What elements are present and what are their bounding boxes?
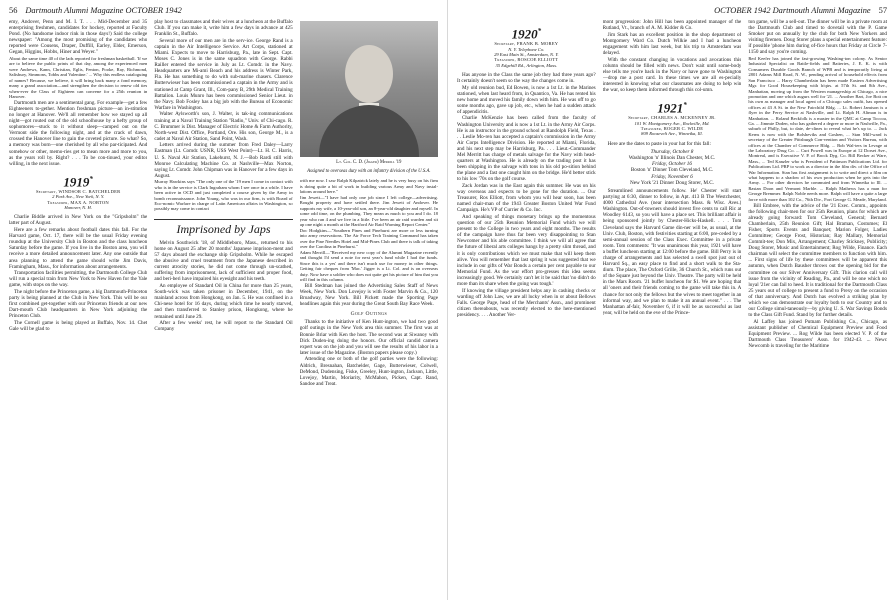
- paragraph: Charlie McKenzie has been called from the faculty of Washington University and is now a 1st Lt. in the Army Air Corps. He is an instructor in the ground school at Randolph Field, Texas . . . Leslie Mo-ren has accepted a captain's commission in the Army Air Corps Intelligence Division. He reported at Miami, Florida, and his next step may be Harrisburg, Pa. . . . Lieut.-Commander Mel Merritt has charge of metals salvage for the Navy with head-quarters at Washington. He is already on the trading post it has been shipping in the salvage with tons in his old po-sition behind the plane and a fast one caught him on the bridge. He'd better stick to his low '70s on the golf course.: [457, 115, 596, 183]
- paragraph: My old reunion bud, Ed Bowen, is now a 1st Lt. in the Marines stationed, when last heard from, in Quantico, Va. He has rented his new home and moved his family down with him. He was off to go some months ago, gave up job, etc., when he had a sudden attack of appendicitis.: [457, 84, 596, 115]
- paragraph: Jim Stark has an excellent position in the shop department of Montgomery Ward Co. Dutch Wilkie and I had a luncheon engagement with him last week, but his trip to Amsterdam was delayed.: [602, 31, 742, 56]
- class-1920-heading: 1920*: [511, 26, 542, 42]
- paragraph: Here are the dates to paste in your hat for this fall:: [607, 140, 711, 147]
- paragraph: Letters arrived during the summer from Fred Daley—Larry Eastman (Lt. Comdr. USNR, USS West Point)—Lt. H. C. Harris, U. S. Naval Air Station, Lakehurst, N. J.—Bob Rardi still with Monroe Calculating Machine Co. at Nashville—Max Norton, saying Lt. Comdr. John Chipman was in Hanover for a few days in August.: [154, 142, 293, 179]
- paragraph: Has anyone in the Class the same job they had three years ago? It certainly doesn't seem so the way the changes come in.: [457, 71, 596, 84]
- photo-caption-sub: Assigned to overseas duty with an infantry division of the U.S.A.: [307, 168, 431, 174]
- paragraph: with me now. I saw Ralph Kilpatrick lately and he is very busy on his firm is doing quite a bit of work in building various Army and Navy instal-lations around here.": [299, 178, 438, 194]
- treasurer-line: Treasurer, MAX A. NORTON: [47, 199, 109, 205]
- paragraph: Red Keefer has joined the fast-growing Washing-ton colony. As Senior Industrial Specialist on Battle-fields and Batteries, J. E. K. is with Consumers Durable Goods Branch of WPB and is temporarily living at 2801 Adams Mill Road, N. W., pending arrival of household effects from San Francisco ... Harry Chamberlain has been made Eastern Advertising Mgr. for Good Housekeeping with h/qtrs. at 57th St. and 8th Ave., Manhattan, moving up from the Western managership at Chicago, a nice promotion and one which augurs well for '21. ... Another Bart, Joe Bott on his own as manager and local agent of a Chicago sales outfit, has opened offices at 43 A St. in the New Fairchild Bldg. ... Lt. Robert Jamison is a flyer in the Ferry Service at Nashville, and Lt. Ralph H. Altman is in Manhattan. ... Roland Beckfolk is a master in the QMC at Camp Toccoa, Ga. ... Jimmie Doden, who has gathered a degree or more in Nashville, Pa., suburb of Philly, but, to date, de-clines to reveal what he's up to. ... Jack Kerns is now with the Bolsheviks and Goshen, ... Stan Mill-ward is secretary of the Greater Pittsburgh Con-vention and Visitors Bureau, with offices at the Chamber of Commerce Bldg. ... Bob Wal-ters in Levage at the Laboratory Drug Co. ... Curt Powell was in Europe at 12 Dorset Ave., Montreal, and is Executive V. P. of Brock Dyg. Co. Bill Becker at Ware, Mass., ... Ted Kanzler who is President of Pattinson Publications Ltd. for Publications Ltd. PRP to work as a director in the film div. of the Office of War Information. Stan has first assignment is to write and direct a film on what happens to a shadow of his own production when he gets into the Army. ... For other directors he commuted and from Winnetka to Ill. ... Rastan Doon and Vermont Marble. ... Ralph Mathews has a man for George Bremmer. Ralph Noble needs more. Ralph will have a quite a large force with more than 102 Co., 76th Div., Fort George G. Meade, Maryland.: [748, 56, 888, 202]
- paragraph: The Cornell game is being played at Buffalo, Nov. 14. Chet Gale will be glad to: [9, 319, 148, 333]
- paragraph: After a few weeks' rest, he will report to the Standard Oil Company: [154, 320, 293, 333]
- paragraph: Transportation facilities permitting, the Dartmouth College Club will run a special train from New York to New Haven for the Yale game, with stops on the way.: [9, 270, 148, 289]
- paragraph: Here are a few remarks about football dates this fall. For the Harvard game, Oct. 17, there will be the usual Friday evening roundup at the University Club in Boston and the class luncheon Saturday before the game. If you live in the Boston area, you will receive a more detailed announcement later. Any one outside that area planning to attend the game should write Jim Davis, Framingham, Mass., for information about arrangements.: [9, 227, 148, 270]
- right-col-3: [748, 19, 887, 598]
- treasurer-address: 809 Roosevelt Ave., Winnetka, Ill.: [641, 131, 703, 137]
- paragraph: mont progression: John Hill has been appointed manager of the Rutland, Vt., branch of A. M. Kidder & Co.: [602, 19, 742, 32]
- right-header-title: OCTOBER 1942 Dartmouth Alumni Magazine: [714, 6, 871, 15]
- paragraph: Melvin Southwick '18, of Middleboro, Mass., returned to his home on August 25 after 20 months' Japanese imprison-ment and 57 days aboard the exchange ship Gripsholm. While he escaped the abusive and cruel treatment from the Japanese described in current atrocity stories, he did not come through un-scathed, suffering from imprisonment, lack of sufficient and proper food, and beri-beri have impaired his eyesight and his teeth.: [154, 239, 293, 283]
- schedule-date: Friday, November 6: [651, 173, 693, 180]
- paragraph: Zack Jordan was in the East again this summer. He was on his way overseas and expects to be gone for the duration. ... Our Treasurer, Ros Elliott, from whom you will hear soon, has been named chair-man of the 1943 Greater Boston United War Fund Campaign. He's VP of Currier & Co. Inc.: [457, 183, 596, 214]
- right-columns: [457, 19, 887, 598]
- left-header-title: Dartmouth Alumni Magazine OCTOBER 1942: [25, 6, 182, 15]
- secretary-line: Secretary, CHARLES A. MCKENNEY JR.: [628, 115, 716, 121]
- schedule-date: Thursday, October 8: [650, 148, 694, 155]
- left-col-2: [154, 19, 292, 598]
- paragraph: An employee of Standard Oil in China for more than 25 years, South-wick was taken prisoner in December, 1941, on the mainland across from Hongkong, on Jan. 5. He was confined in a Chi-nese hotel for 16 days, during which time he nearly starved, and then transferred to Stanley prison, Hongkong, where he remained until June 29.: [154, 283, 293, 320]
- paragraph: And speaking of things monetary brings up the momentous question of our 25th Reunion Memorial Fund which we will present to the College in two years and eight months. The results of the campaign have thus far been very disappointing to Stan Newcomer and his able committee. I think we will all agree that the future of liberal arts colleges hangs by a pretty slim thread, and it is only contributions which we must make that will keep them alive. You will remember that last spring it was suggested that we include in our gifts of War Bonds a certain per cent payable to our Memorial Fund. As the war effort pro-gresses this idea seems increasingly good. We certainly can't let it be said that 'no didn't do more than its share when the going was tough.': [457, 213, 596, 287]
- paragraph: ton game, will be a sell-out. The dinner will be in a private room at the Dartmouth Club and timed to dovetail with the P. Game Smoker put on annually by the club for both New Yorkers and visiting firemen. Doug Storer plans a special entertainment feature: if possible 'phone him during of-fice hours that Friday at Circle 7-1150 and say you're coming.: [748, 19, 888, 56]
- paragraph: The night before the Princeton game, a big Dartmouth-Princeton party is being planned at the Club in New York. This will be our first combined get-together with our Princeton friends at our new Dart-mouth Club headquarters in New York adjoining the Princeton Club.: [9, 288, 148, 320]
- secretary-line: Secretary, FRANK B. MOREY: [494, 41, 559, 47]
- left-running-head: [9, 6, 438, 19]
- imprisoned-section-title: Imprisoned by Japs: [154, 219, 292, 236]
- photo-caption: Lt. Col. C. D. (Jigger) Merrill '19: [336, 160, 402, 165]
- secretary-address: 101 W. Montgomery Ave., Rockville, Md.: [634, 120, 710, 126]
- treasurer-line: Treasurer, ROGER C. WILDE: [640, 126, 704, 132]
- class-1921-heading: 1921*: [657, 100, 687, 116]
- right-page: [448, 0, 896, 600]
- paragraph: Thanks to the initiative of Ken Hunt-ington, we had two good golf outings in the New York area this summer. The first was at Bonnie Briar with Ken the host. The second was at Siwanoy with Dick Duden-ing doing the honors. Our official candid camera expert was on the job and you will see the results of his labor in a later issue of the Magazine. (Boston papers please copy.): [299, 319, 438, 356]
- treasurer-address: 35 Edgehill Rd., Arlington, Mass.: [495, 62, 558, 68]
- right-running-head: [457, 6, 887, 19]
- paragraph: Adam Merrill—"Received my new copy of the Alumni Magazine recently and thought I'd send a note for next year's fund while I had the funds. Since this is a yes' and there isn't much use for money in other things. Getting fair cheques from 'Mac.' Jigger is a Lt. Col. and is on overseas duty. Now have a soldier who does not quite get his picture of him that you will find in this column.: [299, 249, 438, 282]
- paragraph: Murray Hawkins says "The only one of the '19 men I come in contact with who is in the service is Clark Ingraham whom I see once in a while. I have been active in OCD and just completed a course given by the Army in bomb reconnaissance. John Young, who was in our firm, is with Board of Eco-nomic Warfare in charge of Latin American affairs in Washington, so possibly may come in contact: [154, 179, 293, 212]
- treasurer-address: Hanover, N. H.: [64, 205, 92, 211]
- treasurer-line: Treasurer, ROSCOE ELLIOTT: [494, 57, 559, 63]
- schedule-event: Washington 'n' Illinois Dan Chester, M.C.: [628, 154, 716, 161]
- golf-outings-heading: Golf Outings: [350, 311, 388, 318]
- paragraph: Doc Hodgkins—"Southern Pines and Pinehurst are more or less turning into army reservations. The Air Force Tech Training Command has taken over the Pine Needles Hotel and Mid-Pines Club and there is talk of taking over the Carolina in Pinehurst.": [299, 227, 438, 250]
- event-schedule: [603, 149, 742, 186]
- schedule-date: Friday, October 16: [652, 161, 692, 168]
- paragraph: Al Laffey has joined Putnam Publishing Co., Chicago, as assistant publisher of Chemical Equipment Preview and Food Equipment Preview. ... Rog Wilde has been elected V. P. of the Dartmouth Class Treasurers' Assn. for 1942-43. ... Newc Newcomb is traveling for the Maritime: [748, 318, 888, 350]
- schedule-event: Boston 'n' Dinner Tom Cleveland, M.C.: [630, 167, 714, 174]
- secretary-address: N. Y. Telephone Co.: [508, 46, 545, 52]
- paragraph: About the same time 40 of the lads reported for freshman basketball. 'If we are to believe the public prints of that day, among the experienced men were Andrews, Kann, Christian, Eglis, Fenton, Pooke, Ray, Richmond, Salisbury, Simmons, Tobbs and Valentine.' ... Why this endless cataloguing of names? Because, we believe, it will bring back many a fond memory, many a grand association—and strengthen the decision to renew old ties when-ever the Class of Eighteen can convene for a 25th reunion in Hanover.: [9, 56, 148, 99]
- secretary-line: Secretary, WINDSOR C. BATCHELDER: [35, 189, 121, 195]
- right-col-1: [457, 19, 596, 598]
- left-col-1: [9, 19, 147, 598]
- paragraph: Dartmouth men are a sentimental gang. For example—get a few Eighteeners to-gether. Mention freshman picture—an in-stitution no longer at Hanover. We'll all remember how we stayed up all night—got routed out of the old schoolhouse by a hefty group of sophomores—stuck to it without sleep—camped out on the Vermont side the following night, and at the crack of dawn, crossed the Hanover line to gain the coveted picture. So what? So, a memory was born—one cherished by all who par-ticipated. And somehow or other, memo-ries get to mean more and more to you, as the years roll by. Right? . . . To be con-tinued, your editor willing, in the next issue.: [9, 99, 148, 167]
- paragraph: Walter Aylsworth's son, J. Walter, is tak-ing communications training at a Naval Training Station "Radio," Univ. of Chi-cago. R. C. Brummer is Dist. Manager of Electric Home & Farm Authority, North-west Dist. Office, Portland, Ore. His son, George M., is a cadet at Naval Air Station, Sand Point, Wash.: [154, 111, 293, 142]
- left-col-3: [300, 19, 438, 598]
- paragraph: Attending one or both of the golf parties were the following: Aldrich, Bresnahan, Batchelder, Gage, Butterwieser, Colwell, DeMond, Dudensing, Fiske, Greeley, Hunt-ington, Jackson, Little, Lovejoy, Martin, Moriarity, McMahon, Picken, Capt. Rand, Sandoe and Treat.: [299, 356, 438, 387]
- paragraph: play host to classmates and their wives at a luncheon at the Buffalo Club. If you can make it, write him a few days in advance at 425 Franklin St., Buffalo.: [154, 19, 293, 38]
- paragraph: Jim Jewett—"I have had only one job since I left college—advertising. Bought property and have settled there. Jim Jewett of Andover. He supports my wife, a 10-year-old son, an 8-year-old daughter and myself. In some odd time, on the plumbing. They mean as much to you and I do. 18 year who ran 4 and we live in a little. I've been an air raid warden and sit up one night a month at the Hartford Air Raid Warning Report Center.": [299, 194, 438, 227]
- paragraph: Streamlined announcements follow. He' Chester will start partying at 6:30, dinner to follow, in Apt. 413 B The Westchester, 4000 Cathedral Ave. (near intersection Mass. & Wisc. Aves.) Washington. Out-of-towners should invest five cents to call Ric at Woodley 6143, so you will have a place set. This brilliant affair is being sponsored jointly by Chester-Hicks-Haskell. . . . Tom Cleveland says the Harvard Game din-ner will be, as usual, at the Univ. Club, Boston, with festivities starting at 6:00, pre-ceded by a semi-annual session of the Class Exec. Committee in a private room. Tom comments: "It was unanimous this year, 1921 will have a buffet luncheon starting at 12:00 before the game. Bill Perry is in charge of arrangements and has selected a swell spot just out of Harvard Sq., an easy place to find and a short walk to the Sta-dium. The place, The Oxford Grille, 36 Church St., which runs out of the Square just beyond the Univ. Theatre. The party will be held in the Mars Room. '21 buffet luncheon for $1. We are hoping that all 'oners and their friends coming to the game will take this in. A chance for not only the fellows but the wives to meet together in an informal way, and we plan to make it an annual event." . . . The Manhattan af-fair, November 6, if it will be as successful as last year, will be held on the eve of the Prince-: [602, 187, 742, 316]
- paragraph: emy, Andover, Penn and M. I. T. . . . Mid-December and 35 enterprising freshmen, candidates for hockey, reported at Faculty Pond. (No handsome indoor rink in those days!) Said the college newspaper: "Among the most promising of the candidates who reported were Cousens, Draper, Duffill, Earley, Elder, Emerson, Gegan, Higgins, Hobbs, Hiner and Weyer.": [9, 19, 148, 56]
- paragraph: Bill Embree, with the advice of the '21 Exec. Comm., appoints the following chair-men for our 25th Reunion, plans for which are already going forward: Tom Cleveland, General; Bernard Chamberlain, 25th Reunion Gift; Hal Braman, Costumes; El Fisher, Sports Events and Banquet; Marion Folger, Ladies Committee; George Frost, Historian; Ray Mallary, Memorial Commit-tee; Don Mix, Arrangement; Charley Stickney, Publicity; Doug Storer, Music and Entertainment; Rog Wilde, Finance. Each chairman will select the committee members to function with him. ... First signs of life by these committees will be apparent this autumn, when Dutch Bausher throws out the opening bid for the committee on our Silver Anniversary Gift. This clarion call will issue from the vicinity of Reading, Pa., and will be one which no loyal '21er can fail to heed. It is traditional for the Dartmouth Class 25 years out of college to present a fund to Prexy on the occasion of that anniversary. And Dutch has evolved a striking plan by which we can demonstrate our loyalty both to our Country and to our College simul-taneously—by giving U. S. War Savings Bonds to the Class Gift Fund. Stand by for further details.: [748, 202, 888, 319]
- secretary-address: 29 East Main St., Amsterdam, N. Y.: [494, 51, 559, 57]
- paragraph: Bill Stedman has joined the Advertising Sales Staff of News Week, New York. Don Lovejoy is with Foster Marvin & Co., 120 Broadway, New York. Bill Pickett made the Sporting Page headlines again this year during the Great South Bay Race Week.: [299, 282, 438, 308]
- left-page-number: 56: [9, 6, 18, 15]
- paragraph: Charlie Biddle arrived in New York on the "Gripsholm" the latter part of August.: [9, 214, 148, 227]
- paragraph: Several more of our men are in the serv-ice. George Rand is a captain in the Air Intelligence Service. Art Corps, stationed at Miami. Expects to move to Harrisburg, Pa., late in Sept. Capt. Moses C. Jones is in the same squadron with George. Rabbi Railler entered the service in July as Lt. Comdr. in the Navy. Headquarters are Mi-ami Beach and his address is Winter Park, Fla. He has something to do with sub-marine chasers. Clarence Butterwieser has been commissioned a captain in the Army and is stationed at Camp Grant, Ill., Com-pany B, 29th Medical Training Battalion. Louis Munro has been commissioned Senior Lieut. in the Navy. Bob Fosley has a big job with the Bureau of Economic Warfare in Washington.: [154, 37, 293, 111]
- right-page-number: 57: [878, 6, 887, 15]
- class-1919-heading: 1919*: [63, 174, 93, 190]
- schedule-event: New York '21 Dinner Doug Storer, M.C.: [630, 179, 715, 186]
- left-columns: [9, 19, 438, 598]
- portrait-photo: [300, 21, 438, 157]
- paragraph: With the constant changing in vocations and avocations this column should be filled with news. Don't wait until some-body else tells me you're back in the Navy or have gone to Washington—drop me a post card. In these times we are all es-pecially interested in knowing what our classmates are doing to help win the war, so keep them informed through this col-umn.: [602, 56, 742, 94]
- right-col-2: [603, 19, 742, 598]
- paragraph: If knowing the village president helps any in cashing checks or warding off John Law, we are all lucky when in or about Bellows Falls. George Page, head of the Merchants' Assn., and prominent citizen thereabouts, was recently elected to the here-mentioned presidency. . . . Another Ver-: [457, 287, 596, 318]
- secretary-address: 2 Park Ave., New York, N. Y.: [52, 194, 105, 200]
